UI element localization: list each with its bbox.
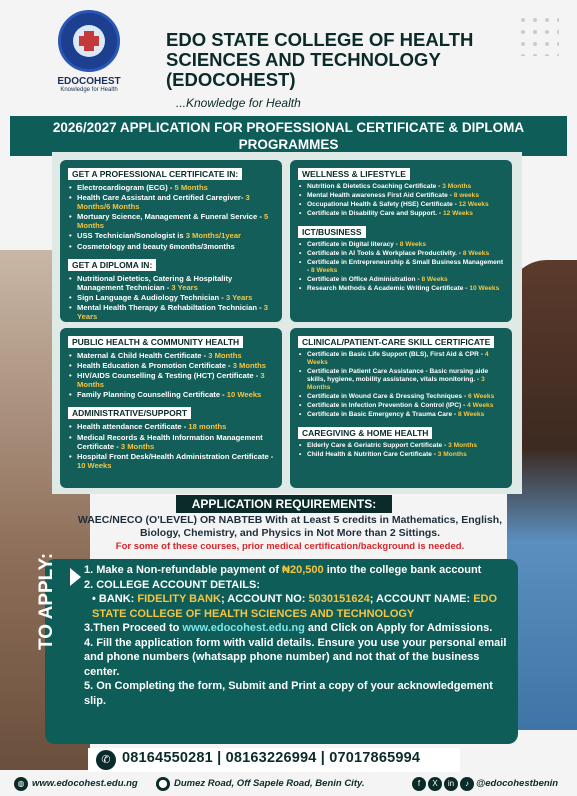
- programme-duration: 8 Weeks: [399, 241, 426, 248]
- programme-item: [298, 351, 504, 367]
- footer-social-handle[interactable]: @edocohestbenin: [476, 778, 559, 789]
- diploma-list: [68, 274, 274, 321]
- programme-duration: 8 Weeks: [311, 267, 338, 274]
- programme-name: Nutrition & Dietetics Coaching Certificate -: [307, 183, 443, 190]
- programme-item: [68, 212, 274, 230]
- programme-name: Child Health & Nutrition Care Certificate -: [307, 451, 438, 458]
- account-name: EDO STATE COLLEGE OF HEALTH SCIENCES AND TECHNOLOGY: [92, 593, 498, 620]
- programme-name: HIV/AIDS Counselling & Testing (HCT) Certificate -: [77, 371, 261, 381]
- programme-item: [298, 210, 504, 218]
- college-title: EDO STATE COLLEGE OF HEALTH SCIENCES AND TECHNOLOGY (EDOCOHEST): [166, 29, 474, 90]
- programme-duration: 8 Weeks: [457, 411, 485, 418]
- programme-item: [298, 250, 504, 258]
- programme-name: Mortuary Science, Management & Funeral Service -: [77, 212, 264, 222]
- requirements-note: For some of these courses, prior medical certification/background is needed.: [115, 541, 465, 552]
- tiktok-icon: ♪: [460, 777, 474, 791]
- footer-website[interactable]: www.edocohest.edu.ng: [32, 778, 138, 789]
- programme-duration: 10 Weeks: [226, 390, 262, 400]
- programme-duration: 12 Weeks: [458, 201, 489, 208]
- programme-item: [298, 411, 504, 419]
- programme-duration: 10 Weeks: [469, 285, 500, 292]
- professional-diploma-box: [60, 160, 282, 322]
- programme-item: [298, 285, 504, 293]
- programme-duration: 3 Months/6 Months: [77, 193, 250, 212]
- programme-duration: 10 Weeks: [77, 460, 112, 470]
- logo-tagline: Knowledge for Health: [60, 87, 118, 93]
- programme-item: [298, 402, 504, 410]
- apply-steps: [84, 563, 512, 708]
- programme-duration: 3 Months: [77, 371, 265, 390]
- programme-item: [68, 371, 274, 389]
- programme-name: Health attendance Certificate -: [77, 422, 189, 432]
- wellness-list: [298, 183, 504, 218]
- programme-name: Certificate in Digital literacy -: [307, 241, 400, 248]
- programme-duration: 5 Months: [77, 212, 269, 231]
- clinical-caregiving-box: [290, 328, 512, 488]
- header: [14, 10, 534, 110]
- programme-item: [298, 201, 504, 209]
- programme-item: [68, 390, 274, 399]
- programme-duration: 3 Months: [232, 361, 267, 371]
- programme-name: Family Planning Counselling Certificate -: [77, 390, 227, 400]
- programme-name: Mental Health Therapy & Rehabiltation Technician -: [77, 302, 264, 312]
- phone-numbers[interactable]: 08164550281 | 08163226994 | 07017865994: [122, 750, 421, 766]
- caregiving-list: [298, 442, 504, 459]
- programme-duration: 6 Weeks: [467, 393, 495, 400]
- programme-item: [298, 368, 504, 392]
- wellness-heading: WELLNESS & LIFESTYLE: [298, 168, 410, 180]
- programme-item: [68, 242, 274, 251]
- caregiving-heading: CAREGIVING & HOME HEALTH: [298, 427, 432, 439]
- programme-name: Maternal & Child Health Certificate -: [77, 351, 209, 360]
- step-5: 5. On Completing the form, Submit and Print a copy of your acknowledgement slip.: [84, 680, 493, 707]
- administrative-list: [68, 422, 274, 469]
- banner-title: 2026/2027 APPLICATION FOR PROFESSIONAL CERTIFICATE & DIPLOMA PROGRAMMES: [52, 120, 525, 152]
- programme-duration: 3 Months: [208, 351, 242, 360]
- requirements-text: WAEC/NECO (O'LEVEL) OR NABTEB With at Least 5 credits in Mathematics, English, Biology, Chemistry, and Physics in Not More than 2 Sittings.: [77, 514, 503, 539]
- programme-duration: 3 Months: [437, 451, 467, 458]
- step-4: 4. Fill the application form with valid details. Ensure you use your personal email and phone numbers (whatsapp phone number) and not that of the business center.: [84, 636, 507, 678]
- college-motto: ...Knowledge for Health: [176, 96, 301, 110]
- programme-name: Mental Health awareness First Aid Certificate -: [307, 192, 454, 199]
- programme-item: [298, 442, 504, 450]
- logo-name: EDOCOHEST: [57, 76, 121, 87]
- requirements-heading: APPLICATION REQUIREMENTS:: [176, 495, 392, 513]
- programme-name: Certificate in Entrepreneurship & Small Business Management -: [307, 259, 504, 274]
- programme-name: Certificate in Basic Life Support (BLS), First Aid & CPR -: [307, 351, 485, 358]
- footer: [0, 773, 577, 796]
- programme-name: Certificate in Wound Care & Dressing Techniques -: [307, 393, 468, 400]
- footer-address: Dumez Road, Off Sapele Road, Benin City.: [174, 778, 365, 789]
- programme-name: Certificate in Infection Prevention & Control (IPC) -: [307, 402, 468, 409]
- programme-item: [68, 422, 274, 431]
- application-fee: ₦20,500: [282, 564, 324, 576]
- programme-name: Cosmetology and beauty 6months/3months: [77, 241, 235, 251]
- bank-details: • BANK: FIDELITY BANK; ACCOUNT NO: 5030151624; ACCOUNT NAME: EDO STATE COLLEGE OF HEALTH SCIENCES AND TECHNOLOGY: [92, 593, 498, 620]
- step-2: 2. COLLEGE ACCOUNT DETAILS:: [84, 578, 260, 591]
- programme-duration: 3 Years: [77, 302, 269, 322]
- to-apply-label: TO APPLY:: [36, 552, 57, 650]
- globe-icon: ◍: [14, 777, 28, 791]
- programme-item: [68, 452, 274, 470]
- college-logo: [14, 10, 164, 93]
- programme-duration: 4 Weeks: [467, 402, 494, 409]
- diploma-heading: GET A DIPLOMA IN:: [68, 259, 156, 271]
- programme-duration: 3 Months: [448, 442, 478, 449]
- programme-item: [68, 351, 274, 360]
- programme-duration: 12 Weeks: [442, 210, 473, 217]
- public-health-heading: PUBLIC HEALTH & COMMUNITY HEALTH: [68, 336, 243, 348]
- programme-name: Certificate in Disability Care and Support. -: [307, 210, 443, 217]
- step-1: 1. Make a Non-refundable payment of ₦20,500 into the college bank account: [84, 564, 482, 576]
- account-number: 5030151624: [308, 593, 370, 605]
- programme-name: Health Education & Promotion Certificate -: [77, 361, 233, 371]
- arrow-icon: [70, 568, 81, 586]
- ict-heading: ICT/BUSINESS: [298, 226, 366, 238]
- programme-name: Certificate in Patient Care Assistance - Basic nursing aide skills, hygiene, mobility assistance, vitals monitoring. -: [307, 368, 489, 383]
- programme-item: [68, 274, 274, 292]
- programme-item: [298, 259, 504, 275]
- ict-list: [298, 241, 504, 293]
- programme-name: USS Technician/Sonologist is: [77, 231, 186, 241]
- administrative-heading: ADMINISTRATIVE/SUPPORT: [68, 407, 191, 419]
- public-health-admin-box: [60, 328, 282, 488]
- programme-item: [298, 183, 504, 191]
- programme-name: Electrocardiogram (ECG) -: [77, 183, 175, 192]
- programme-duration: 5 Months: [174, 183, 208, 192]
- clinical-list: [298, 351, 504, 419]
- programme-duration: 8 Weeks: [421, 276, 448, 283]
- programme-item: [298, 241, 504, 249]
- programme-name: Elderly Care & Geriatric Support Certificate -: [307, 442, 449, 449]
- logo-seal-icon: [58, 10, 120, 72]
- programme-item: [68, 183, 274, 192]
- programme-duration: 4 Weeks: [307, 351, 489, 366]
- wellness-ict-box: [290, 160, 512, 322]
- programme-name: Health Care Assistant and Certified Caregiver-: [77, 193, 246, 203]
- programme-name: Hospital Front Desk/Health Administration Certificate -: [77, 451, 274, 461]
- programme-duration: 3 Months: [120, 441, 155, 451]
- programme-item: [298, 393, 504, 401]
- programme-item: [298, 192, 504, 200]
- programme-item: [68, 231, 274, 240]
- facebook-icon: f: [412, 777, 426, 791]
- programme-name: Certificate in AI Tools & Workplace Productivity. -: [307, 250, 463, 257]
- clinical-heading: CLINICAL/PATIENT-CARE SKILL CERTIFICATE: [298, 336, 494, 348]
- programme-item: [298, 276, 504, 284]
- x-icon: X: [428, 777, 442, 791]
- programme-duration: 8 weeks: [453, 192, 479, 199]
- phone-icon: ✆: [96, 750, 116, 770]
- programme-duration: 18 months: [188, 422, 227, 432]
- bank-name: FIDELITY BANK: [137, 593, 221, 605]
- programme-item: [298, 451, 504, 459]
- programme-duration: 3 Years: [225, 292, 253, 302]
- location-pin-icon: ⬤: [156, 777, 170, 791]
- programme-item: [68, 293, 274, 302]
- professional-certificate-list: [68, 183, 274, 251]
- programme-name: Occupational Health & Safety (HSE) Certificate -: [307, 201, 459, 208]
- programme-duration: 8 Weeks: [462, 250, 490, 257]
- public-health-list: [68, 351, 274, 399]
- programme-name: Certificate in Office Administration -: [307, 276, 422, 283]
- programme-duration: 3 Years: [171, 282, 198, 292]
- programme-name: Certificate in Basic Emergency & Trauma Care -: [307, 411, 458, 418]
- programme-name: Nutritional Dietetics, Catering & Hospitality Management Technician -: [77, 273, 233, 292]
- programme-name: Research Methods & Academic Writing Certificate -: [307, 285, 470, 292]
- programme-item: [68, 433, 274, 451]
- programme-name: Medical Records & Health Information Management Certificate -: [77, 432, 263, 451]
- linkedin-icon: in: [444, 777, 458, 791]
- professional-certificate-heading: GET A PROFESSIONAL CERTIFICATE IN:: [68, 168, 242, 180]
- programme-item: [68, 193, 274, 211]
- programme-name: Sign Language & Audiology Technician -: [77, 292, 226, 302]
- programme-item: [68, 361, 274, 370]
- programme-item: [68, 303, 274, 321]
- step-3: 3.Then Proceed to www.edocohest.edu.ng and Click on Apply for Admissions.: [84, 622, 493, 634]
- programme-duration: 3 Months: [307, 376, 485, 391]
- programme-duration: 3 Months/1year: [185, 231, 242, 241]
- college-website-link[interactable]: www.edocohest.edu.ng: [182, 622, 305, 634]
- programme-duration: 3 Months: [442, 183, 472, 190]
